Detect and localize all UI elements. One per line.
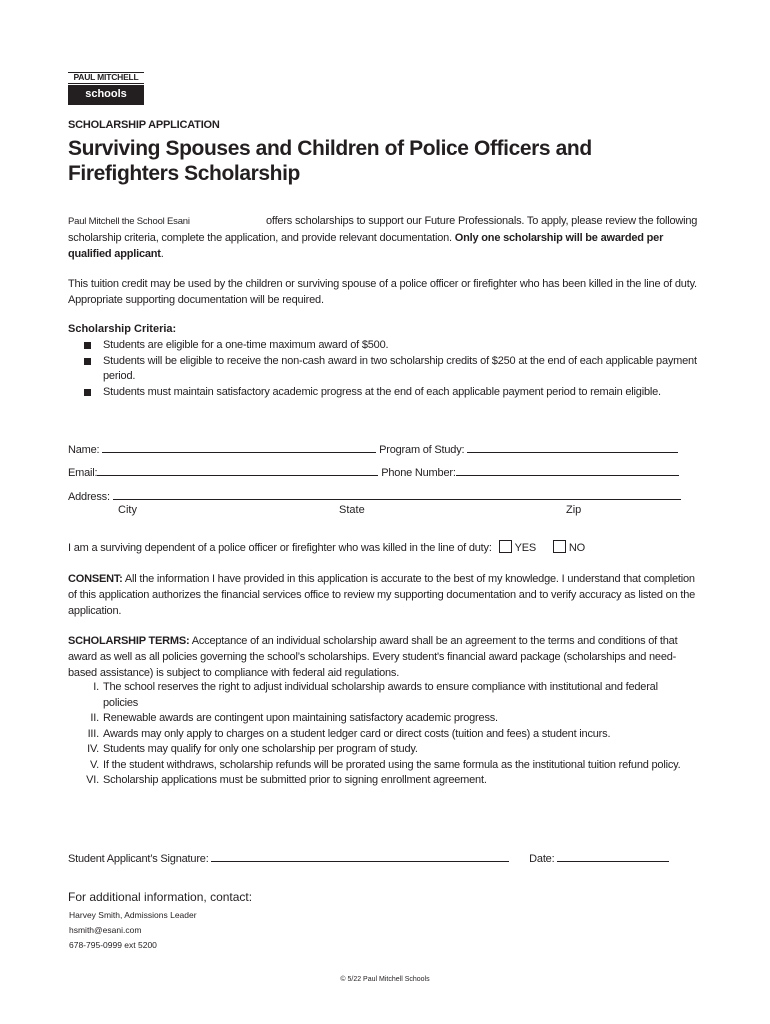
page-title: Surviving Spouses and Children of Police Officers and Firefighters Scholarship <box>68 137 592 185</box>
terms-item <box>68 680 688 711</box>
email-phone-row <box>68 464 679 479</box>
terms-label: SCHOLARSHIP TERMS: <box>68 635 190 647</box>
criteria-item <box>68 385 708 401</box>
terms-numeral: II. <box>90 712 99 724</box>
terms-list <box>68 680 688 789</box>
terms-item-text: The school reserves the right to adjust individual scholarship awards to ensure compliance with institutional and federal policies <box>103 681 658 709</box>
terms-item-text: Scholarship applications must be submitted prior to signing enrollment agreement. <box>103 774 487 786</box>
no-checkbox[interactable] <box>553 540 566 553</box>
address-row <box>68 488 681 503</box>
terms-numeral: V. <box>90 758 99 771</box>
consent-paragraph <box>68 571 702 619</box>
terms-item-text: Awards may only apply to charges on a student ledger card or direct costs (tuition and fees) a student incurs. <box>103 727 611 740</box>
date-label: Date: <box>529 853 555 865</box>
consent-text: All the information I have provided in this application is accurate to the best of my knowledge. I understand that completion of this application authorizes the financial services office to review my supporting documentation and to verify accuracy as listed on the application. <box>68 573 696 617</box>
terms-numeral: VI. <box>86 774 99 786</box>
terms-paragraph <box>68 633 702 681</box>
terms-item-text: Renewable awards are contingent upon maintaining satisfactory academic progress. <box>103 712 498 724</box>
terms-numeral: III. <box>87 727 99 740</box>
city-label: City <box>118 504 137 516</box>
school-name-field[interactable]: Paul Mitchell the School Esani <box>68 216 190 227</box>
criteria-list <box>68 338 708 400</box>
yes-checkbox[interactable] <box>499 540 512 553</box>
date-field[interactable] <box>557 850 669 862</box>
logo-schools-box: schools <box>68 85 144 105</box>
terms-item <box>68 758 688 774</box>
contact-phone: 678-795-0999 ext 5200 <box>69 940 157 950</box>
terms-item-text: If the student withdraws, scholarship refunds will be prorated using the same formula as the institutional tuition refund policy. <box>103 758 681 771</box>
dependent-question: I am a surviving dependent of a police officer or firefighter who was killed in the line of duty: <box>68 542 492 554</box>
phone-label: Phone Number: <box>381 467 456 479</box>
intro-text: offers scholarships to support our Future Professionals. To apply, please review the following scholarship criteria, complete the application, and provide relevant documentation. <box>68 215 698 244</box>
contact-name: Harvey Smith, Admissions Leader <box>69 910 197 920</box>
terms-item <box>68 727 688 743</box>
document-eyebrow: SCHOLARSHIP APPLICATION <box>68 119 220 131</box>
yes-label: YES <box>514 542 536 554</box>
contact-heading: For additional information, contact: <box>68 890 253 904</box>
program-label: Program of Study: <box>379 444 465 456</box>
criteria-item <box>68 354 708 385</box>
intro-end: . <box>160 248 164 260</box>
signature-row <box>68 850 669 865</box>
signature-field[interactable] <box>211 850 509 862</box>
phone-field[interactable] <box>456 464 679 476</box>
terms-item <box>68 773 688 789</box>
email-label: Email: <box>68 467 98 479</box>
terms-numeral: I. <box>93 681 99 693</box>
name-program-row <box>68 441 678 456</box>
terms-item <box>68 711 688 727</box>
address-field[interactable] <box>113 488 681 500</box>
signature-label: Student Applicant’s Signature: <box>68 853 209 865</box>
criteria-item-text: Students will be eligible to receive the non-cash award in two scholarship credits of $250 at the end of each applicable payment period. <box>103 354 697 382</box>
terms-item-text: Students may qualify for only one scholarship per program of study. <box>103 743 418 755</box>
address-label: Address: <box>68 491 110 503</box>
criteria-heading: Scholarship Criteria: <box>68 323 177 335</box>
email-field[interactable] <box>97 464 378 476</box>
criteria-item-text: Students must maintain satisfactory academic progress at the end of each applicable payment period to remain eligible. <box>103 385 661 398</box>
terms-text: Acceptance of an individual scholarship award shall be an agreement to the terms and conditions of that award as well as all policies governing the school’s scholarships. Every student's financial award package (scholarships and need-based assistance) is subject to compliance with federal aid regulations. <box>68 635 678 679</box>
footer-copyright: © 5/22 Paul Mitchell Schools <box>340 976 430 983</box>
program-field[interactable] <box>467 441 678 453</box>
logo-wordmark: PAUL MITCHELL <box>68 72 144 84</box>
criteria-item <box>68 338 708 354</box>
no-label: NO <box>568 542 585 554</box>
terms-item <box>68 742 688 758</box>
square-bullet-icon <box>84 342 91 349</box>
state-label: State <box>339 504 365 516</box>
intro-bold-text: Only one scholarship will be awarded per qualified applicant <box>68 232 664 260</box>
intro-paragraph <box>68 213 702 262</box>
dependent-row <box>68 540 585 554</box>
tuition-note: This tuition credit may be used by the children or surviving spouse of a police officer or firefighter who has been killed in the line of duty. Appropriate supporting documentation will be required. <box>68 278 697 306</box>
square-bullet-icon <box>84 389 91 396</box>
contact-email[interactable]: hsmith@esani.com <box>69 925 142 935</box>
consent-label: CONSENT: <box>68 573 123 585</box>
criteria-item-text: Students are eligible for a one-time maximum award of $500. <box>103 339 389 351</box>
zip-label: Zip <box>566 504 582 516</box>
square-bullet-icon <box>84 358 91 365</box>
name-label: Name: <box>68 444 100 456</box>
terms-numeral: IV. <box>87 743 99 755</box>
paul-mitchell-schools-logo <box>68 72 144 105</box>
name-field[interactable] <box>102 441 376 453</box>
